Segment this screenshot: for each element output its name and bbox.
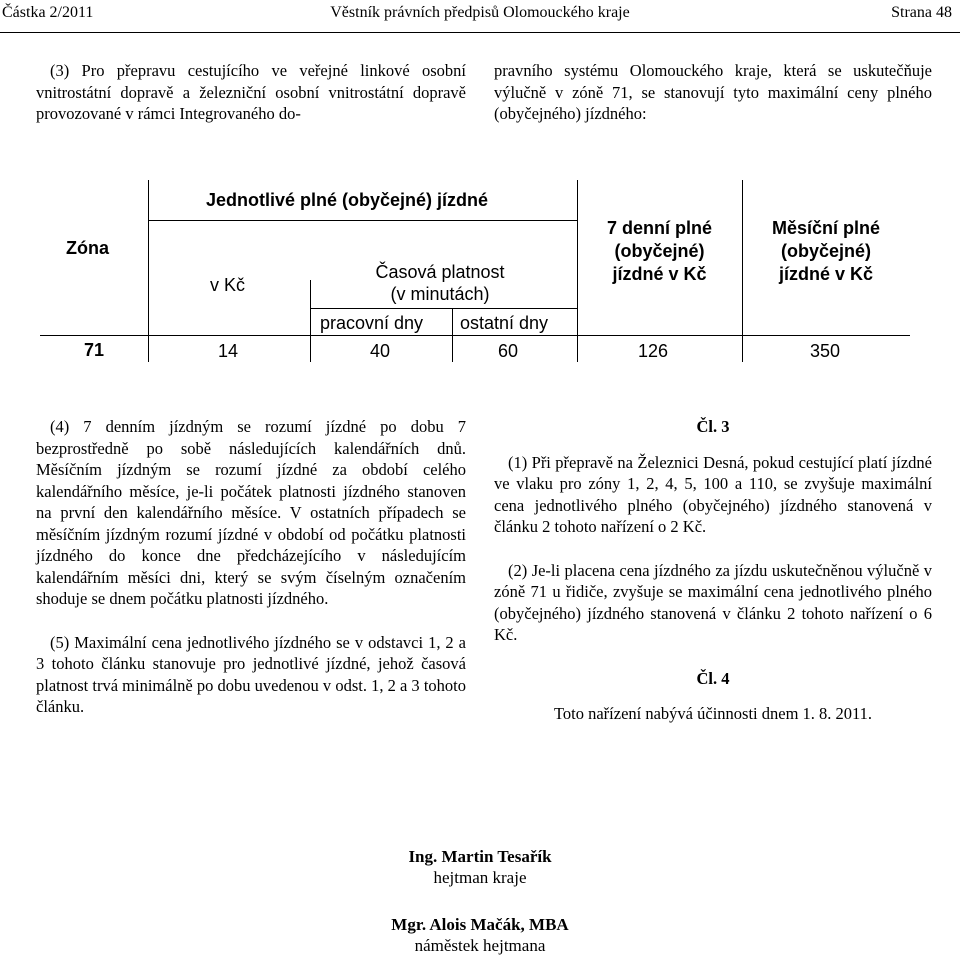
price-header: v Kč — [210, 275, 246, 295]
article-3-paragraph-1: (1) Při přepravě na Železnici Desná, pokud cestující platí jízdné ve vlaku pro zóny 1, 2, 4, 5, 100 a 110, se zvyšuje maximální cena jednotlivého plného (obyčejného) jízdného stanovená v článku 2 tohoto nařízení o 2 Kč. — [494, 452, 932, 536]
single-fare-group-header: Jednotlivé plné (obyčejné) jízdné — [206, 190, 489, 210]
table-hline — [40, 335, 910, 336]
row-weekly-value: 126 — [638, 341, 669, 361]
table-vline — [310, 280, 311, 362]
signatory-name: Ing. Martin Tesařík — [408, 847, 552, 866]
intro-left-column — [36, 60, 466, 125]
paragraph-4: (4) 7 denním jízdným se rozumí jízdné po dobu 7 bezprostředně po sobě následujících kalendářních dnů. Měsíčním jízdným se rozumí jízdné za období celého kalendářního měsíce, je-li počátek platnosti jízdného stanoven na první den kalendářního měsíce. V ostatních případech se měsíčním jízdným rozumí jízdné v období od počátku platnosti jízdného do konce dne předcházejícího v následujícím kalendářním měsíci dni, který se svým číselným označením shoduje se dnem počátku platnosti jízdného. — [36, 417, 466, 608]
row-other-days-value: 60 — [498, 341, 519, 361]
signatory-role: hejtman kraje — [433, 868, 527, 887]
row-zone-value: 71 — [84, 340, 105, 360]
monthly-header-line1: Měsíční plné — [771, 218, 881, 238]
weekly-header-line1: 7 denní plné — [606, 218, 712, 238]
article-4-text: Toto nařízení nabývá účinnosti dnem 1. 8. 2011. — [553, 704, 873, 723]
article-3-title: Čl. 3 — [696, 417, 730, 436]
body-right-column — [494, 416, 932, 725]
zone-header: Zóna — [66, 238, 109, 258]
validity-unit-header: (v minutách) — [390, 284, 490, 304]
signatory-name: Mgr. Alois Mačák, MBA — [391, 915, 569, 934]
table-hline — [310, 308, 577, 309]
header-journal-title: Věstník právních předpisů Olomouckého kraje — [330, 4, 630, 21]
intro-paragraph-3: (3) Pro přepravu cestujícího ve veřejné linkové osobní vnitrostátní dopravě a železniční osobní vnitrostátní dopravě provozované v rámci Integrovaného do- — [36, 61, 466, 123]
paragraph-5: (5) Maximální cena jednotlivého jízdného se v odstavci 1, 2 a 3 tohoto článku stanovuje pro jednotlivé jízdné, jehož časová platnost trvá minimálně po dobu uvedenou v odst. 1, 2 a 3 tohoto článku. — [36, 632, 466, 716]
monthly-header-line2: (obyčejné) — [780, 241, 872, 261]
intro-right-column — [494, 60, 932, 125]
weekly-header-line2: (obyčejné) — [614, 241, 705, 261]
fare-table — [40, 180, 910, 362]
header-issue: Částka 2/2011 — [2, 4, 94, 21]
header-page-number: Strana 48 — [891, 4, 952, 21]
monthly-header-line3: jízdné v Kč — [778, 264, 874, 284]
workdays-header: pracovní dny — [320, 313, 424, 333]
article-4-title: Čl. 4 — [696, 668, 730, 688]
article-3-paragraph-2: (2) Je-li placena cena jízdného za jízdu uskutečněnou výlučně v zóně 71 u řidiče, zvyšuje se maximální cena jednotlivého plného (obyčejného) jízdného stanovená v článku 2 tohoto nařízení o 6 Kč. — [494, 560, 932, 644]
weekly-header-line3: jízdné v Kč — [612, 264, 707, 284]
body-left-column — [36, 416, 466, 718]
signature-block-deputy — [0, 914, 960, 956]
signature-block-governor — [0, 846, 960, 888]
row-workdays-value: 40 — [370, 341, 391, 361]
row-monthly-value: 350 — [810, 341, 841, 361]
row-price-value: 14 — [218, 341, 239, 361]
validity-header: Časová platnost — [375, 262, 505, 282]
other-days-header: ostatní dny — [460, 313, 549, 333]
intro-paragraph-3-continued: pravního systému Olomouckého kraje, která se uskutečňuje výlučně v zóně 71, se stanovují tyto maximální ceny plného (obyčejného) jízdného: — [494, 61, 932, 123]
header-rule — [0, 32, 960, 33]
signatory-role: náměstek hejtmana — [414, 936, 546, 955]
table-hline — [148, 220, 577, 221]
